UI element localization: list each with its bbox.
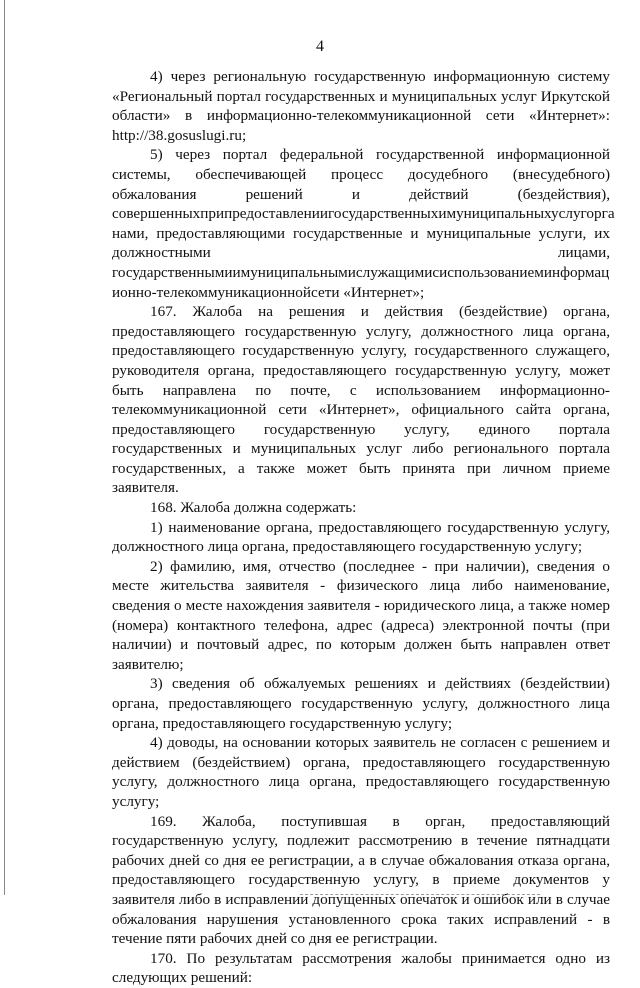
paragraph-item-4-regional-portal: 4) через региональную государственную информационную систему «Региональный портал государственных и муниципальных услуг Иркутской области» в информационно-телекоммуникационной сети «Интернет»: http://38.gosuslugi.ru;: [112, 68, 610, 144]
paragraph-item-5-federal-portal: 5) через портал федеральной государственной информационной системы, обеспечивающей процесс досудебного (внесудебного) обжалования решений и действий (бездействия), совершенныхприпредоставлениигосударственныхимуниципальныхуслугорга нами, предоставляющими государственные и муниципальные услуги, их должностными лицами, государственнымиимуниципальнымислужащимисиспользованиеминформац ионно-телекоммуникационнойсети «Интернет»;: [112, 146, 615, 301]
paragraph-168-item-4: 4) доводы, на основании которых заявитель не согласен с решением и действием (бездействием) органа, предоставляющего государственную услугу, должностного лица органа, предоставляющего государственную услугу;: [112, 734, 610, 810]
scan-artifact-line: [300, 894, 540, 897]
page-number: 4: [316, 38, 324, 55]
paragraph-168-item-1: 1) наименование органа, предоставляющего государственную услугу, должностного лица органа, предоставляющего государственную услугу;: [112, 518, 610, 556]
paragraph-168-item-2: 2) фамилию, имя, отчество (последнее - при наличии), сведения о месте жительства заявителя - физического лица либо наименование, сведения о месте нахождения заявителя - юридического лица, а также номер (номера) контактного телефона, адрес (адреса) электронной почты (при наличии) и почтовый адрес, по которым должен быть направлен ответ заявителю;: [112, 557, 610, 673]
paragraph-169-review-period: 169. Жалоба, поступившая в орган, предоставляющий государственную услугу, подлежит рассмотрению в течение пятнадцати рабочих дней со дня ее регистрации, а в случае обжалования отказа органа, предоставляющего государственную услугу, в приеме документов у заявителя либо в исправлении допущенных опечаток и ошибок или в случае обжалования нарушения установленного срока таких исправлений - в течение пяти рабочих дней со дня ее регистрации.: [112, 812, 610, 948]
paragraph-168-complaint-contents: 168. Жалоба должна содержать:: [150, 499, 357, 517]
paragraph-170-decisions: 170. По результатам рассмотрения жалобы принимается одно из следующих решений:: [112, 949, 610, 987]
document-body: [112, 67, 615, 988]
page-left-edge-line: [4, 0, 5, 895]
paragraph-168-item-3: 3) сведения об обжалуемых решениях и действиях (бездействии) органа, предоставляющего государственную услугу, должностного лица органа, предоставляющего государственную услугу;: [112, 675, 610, 732]
paragraph-167-complaint-channels: 167. Жалоба на решения и действия (бездействие) органа, предоставляющего государственную услугу, должностного лица органа, предоставляющего государственную услугу, государственного служащего, руководителя органа, предоставляющего государственную услугу, может быть направлена по почте, с использованием информационно-телекоммуникационной сети «Интернет», официального сайта органа, предоставляющего государственную услугу, единого портала государственных и муниципальных услуг либо регионального портала государственных, а также может быть принята при личном приеме заявителя.: [112, 303, 610, 497]
